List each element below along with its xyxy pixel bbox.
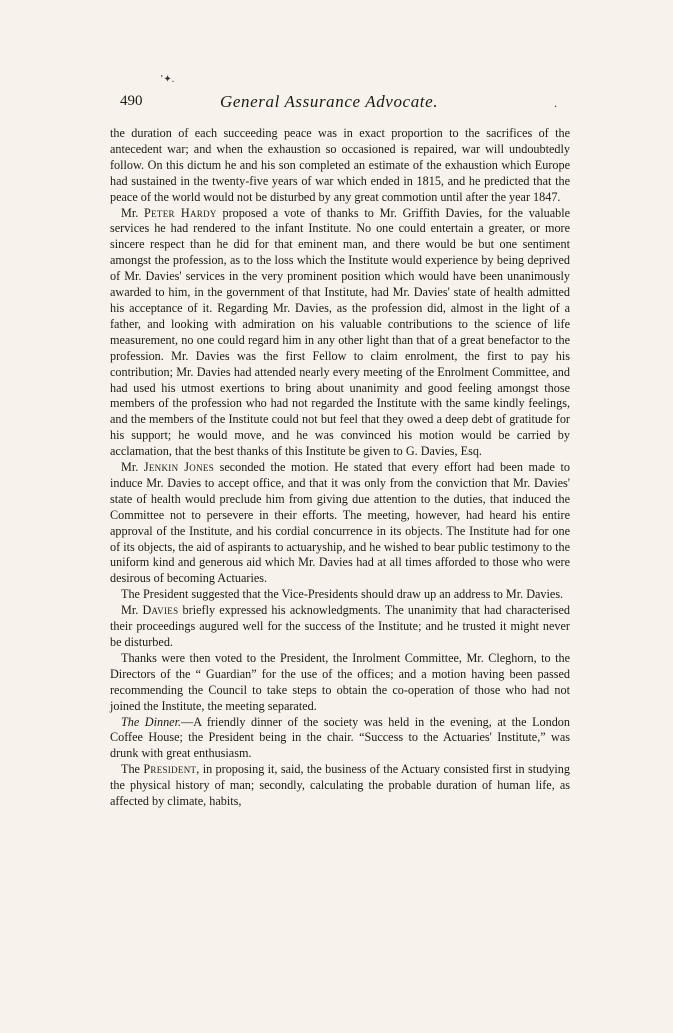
paragraph	[110, 762, 570, 810]
paragraph-lead: Mr.	[121, 603, 143, 618]
paragraph	[110, 603, 570, 651]
printer-mark: ’✦.	[160, 74, 175, 85]
paragraph-text: the duration of each succeeding peace was in exact proportion to the sacrifices of the antecedent war; and when the exhaustion so occasioned is repaired, war will undoubtedly follow. On this dictum he and his son completed an estimate of the exhaustion which Europe had sustained in the twenty-five years of war which ended in 1815, and he predicted that the peace of the world would not be disturbed by any great commotion until after the year 1847.	[110, 126, 570, 204]
paragraph-text: , in proposing it, said, the business of the Actuary consisted first in studying the physical history of man; secondly, calculating the probable duration of human life, as affected by climate, habits,	[110, 762, 570, 809]
speaker-name: Davies	[142, 603, 179, 618]
page-number: 490	[120, 93, 143, 109]
paragraph	[110, 587, 570, 603]
header-dot: .	[554, 96, 557, 110]
speaker-name: Jenkin Jones	[143, 460, 214, 475]
paragraph	[110, 651, 570, 715]
section-heading: The Dinner.	[121, 714, 182, 729]
speaker-name: Peter Hardy	[144, 205, 217, 220]
paragraph-lead: The	[121, 762, 144, 777]
paragraph-lead: Mr.	[121, 460, 144, 475]
paragraph-text: The President suggested that the Vice-Presidents should draw up an address to Mr. Davies.	[121, 587, 564, 602]
paragraph	[110, 460, 570, 587]
book-page	[110, 68, 570, 810]
paragraph-lead: Mr.	[121, 205, 145, 220]
running-title: General Assurance Advocate.	[220, 92, 439, 111]
page-header	[110, 68, 570, 111]
paragraph-text: proposed a vote of thanks to Mr. Griffith Davies, for the valuable services he had rendered to the infant Institute. No one could entertain a greater, or more sincere respect than he did for that eminent man, and there would be but one sentiment amongst the profession, as to the loss which the Institute would experience by being deprived of Mr. Davies' services in the very prominent position which would have been unanimously awarded to him, in the government of that Institute, had Mr. Davies' state of health admitted his acceptance of it. Regarding Mr. Davies, as the profession did, almost in the light of a father, and looking with admiration on his valuable contributions to the science of life measurement, no one could regard him in any other light than that of a great benefactor to the profession. Mr. Davies was the first Fellow to claim enrolment, the first to pay his contribution; Mr. Davies had attended nearly every meeting of the Enrolment Committee, and had used his utmost exertions to bring about unanimity and good feeling amongst those members of the profession who had not regarded the Institute with the same kindly feelings, and the members of the Institute could not but feel that they owed a deep debt of gratitude for his support; he would move, and he was convinced his motion would be carried by acclamation, that the best thanks of this Institute be given to G. Davies, Esq.	[110, 205, 570, 459]
paragraph	[110, 715, 570, 763]
paragraph-text: briefly expressed his acknowledgments. The unanimity that had characterised their proceedings augured well for the success of the Institute; and he trusted it might never be disturbed.	[110, 603, 570, 649]
paragraph	[110, 126, 570, 206]
paragraph	[110, 206, 570, 461]
paragraph-text: seconded the motion. He stated that every effort had been made to induce Mr. Davies to accept office, and that it was only from the conviction that Mr. Davies' state of health would preclude him from giving due attention to the duties, that induced the Committee not to persevere in their efforts. The meeting, however, had heard his entire approval of the Institute, and his cordial concurrence in its objects. The Institute had for one of its objects, the aid of aspirants to actuaryship, and he wished to bear public testimony to the uniform kind and generous aid which Mr. Davies had at all times afforded to those who were desirous of becoming Actuaries.	[110, 460, 570, 586]
paragraph-text: Thanks were then voted to the President, the Inrolment Committee, Mr. Cleghorn, to the Directors of the “ Guardian” for the use of the offices; and a motion having been passed recommending the Council to take steps to obtain the co-operation of those who had not joined the Institute, the meeting separated.	[110, 650, 570, 713]
paragraph-text: —A friendly dinner of the society was held in the evening, at the London Coffee House; the President being in the chair. “Success to the Actuaries' Institute,” was drunk with great enthusiasm.	[110, 714, 570, 761]
body-text	[110, 126, 570, 810]
speaker-name: President	[143, 762, 197, 777]
